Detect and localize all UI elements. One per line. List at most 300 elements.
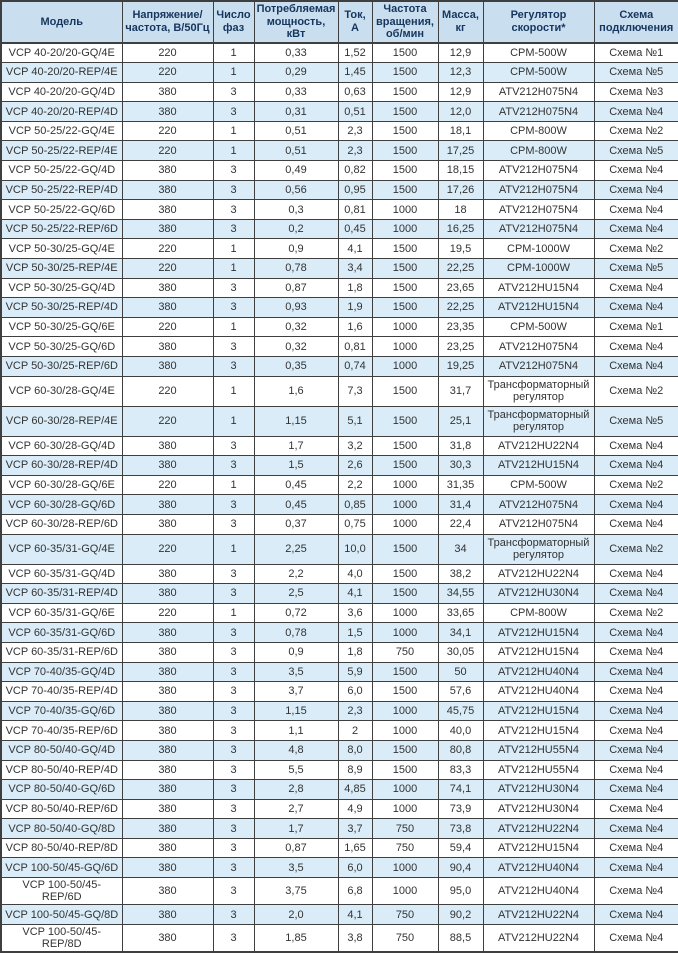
cell-power: 0,87 — [254, 838, 338, 858]
cell-voltage: 380 — [122, 278, 213, 298]
cell-scheme: Схема №2 — [594, 603, 678, 623]
cell-current: 0,85 — [338, 495, 372, 515]
cell-power: 1,85 — [254, 924, 338, 952]
cell-rpm: 1000 — [372, 603, 438, 623]
cell-scheme: Схема №4 — [594, 780, 678, 800]
cell-voltage: 380 — [122, 584, 213, 604]
cell-mass: 12,0 — [438, 102, 483, 122]
table-row — [1, 436, 678, 456]
cell-regulator: ATV212HU55N4 — [483, 740, 594, 760]
table-row — [1, 819, 678, 839]
cell-regulator: CPM-1000W — [483, 259, 594, 279]
cell-mass: 59,4 — [438, 838, 483, 858]
cell-phases: 3 — [213, 760, 254, 780]
cell-mass: 23,25 — [438, 337, 483, 357]
cell-mass: 31,4 — [438, 495, 483, 515]
cell-phases: 1 — [213, 63, 254, 83]
cell-phases: 3 — [213, 799, 254, 819]
cell-power: 4,8 — [254, 740, 338, 760]
cell-model: VCP 60-30/28-GQ/6D — [1, 495, 122, 515]
cell-current: 1,5 — [338, 623, 372, 643]
cell-mass: 74,1 — [438, 780, 483, 800]
cell-scheme: Схема №4 — [594, 219, 678, 239]
cell-power: 0,32 — [254, 317, 338, 337]
cell-phases: 3 — [213, 564, 254, 584]
cell-mass: 25,1 — [438, 406, 483, 436]
cell-voltage: 220 — [122, 239, 213, 259]
cell-current: 6,8 — [338, 878, 372, 905]
cell-regulator: ATV212H075N4 — [483, 337, 594, 357]
cell-phases: 1 — [213, 475, 254, 495]
cell-rpm: 1500 — [372, 456, 438, 476]
cell-phases: 3 — [213, 721, 254, 741]
table-row — [1, 376, 678, 406]
cell-power: 0,51 — [254, 121, 338, 141]
cell-phases: 3 — [213, 456, 254, 476]
table-row — [1, 534, 678, 564]
cell-voltage: 220 — [122, 603, 213, 623]
cell-power: 0,51 — [254, 141, 338, 161]
cell-current: 10,0 — [338, 534, 372, 564]
cell-regulator: ATV212H075N4 — [483, 102, 594, 122]
table-header — [1, 1, 678, 43]
cell-voltage: 220 — [122, 317, 213, 337]
cell-regulator: ATV212HU30N4 — [483, 780, 594, 800]
cell-current: 3,8 — [338, 924, 372, 952]
cell-voltage: 380 — [122, 102, 213, 122]
table-row — [1, 701, 678, 721]
cell-current: 1,6 — [338, 317, 372, 337]
cell-current: 6,0 — [338, 858, 372, 878]
cell-mass: 88,5 — [438, 924, 483, 952]
cell-phases: 1 — [213, 141, 254, 161]
cell-scheme: Схема №2 — [594, 475, 678, 495]
cell-power: 0,49 — [254, 161, 338, 181]
cell-rpm: 1500 — [372, 534, 438, 564]
cell-phases: 3 — [213, 357, 254, 377]
cell-rpm: 750 — [372, 905, 438, 925]
cell-regulator: ATV212HU40N4 — [483, 878, 594, 905]
cell-current: 3,6 — [338, 603, 372, 623]
cell-model: VCP 50-25/22-GQ/6D — [1, 200, 122, 220]
cell-rpm: 1500 — [372, 376, 438, 406]
cell-phases: 1 — [213, 259, 254, 279]
cell-rpm: 1500 — [372, 259, 438, 279]
cell-model: VCP 60-35/31-GQ/4E — [1, 534, 122, 564]
cell-model: VCP 50-25/22-GQ/4E — [1, 121, 122, 141]
cell-phases: 1 — [213, 534, 254, 564]
cell-voltage: 380 — [122, 760, 213, 780]
cell-voltage: 220 — [122, 43, 213, 63]
cell-phases: 3 — [213, 102, 254, 122]
cell-phases: 3 — [213, 436, 254, 456]
cell-power: 2,8 — [254, 780, 338, 800]
cell-power: 0,2 — [254, 219, 338, 239]
cell-scheme: Схема №4 — [594, 878, 678, 905]
cell-mass: 16,25 — [438, 219, 483, 239]
cell-model: VCP 60-35/31-GQ/4D — [1, 564, 122, 584]
table-row — [1, 298, 678, 318]
cell-scheme: Схема №4 — [594, 740, 678, 760]
cell-scheme: Схема №4 — [594, 357, 678, 377]
cell-model: VCP 50-30/25-GQ/6E — [1, 317, 122, 337]
cell-model: VCP 60-30/28-REP/4E — [1, 406, 122, 436]
cell-voltage: 380 — [122, 662, 213, 682]
cell-phases: 3 — [213, 584, 254, 604]
cell-rpm: 1500 — [372, 740, 438, 760]
cell-phases: 3 — [213, 905, 254, 925]
cell-model: VCP 50-30/25-REP/4D — [1, 298, 122, 318]
table-row — [1, 121, 678, 141]
cell-phases: 3 — [213, 858, 254, 878]
cell-regulator: ATV212HU15N4 — [483, 278, 594, 298]
cell-power: 0,93 — [254, 298, 338, 318]
cell-scheme: Схема №3 — [594, 82, 678, 102]
cell-rpm: 1500 — [372, 298, 438, 318]
cell-rpm: 1500 — [372, 102, 438, 122]
cell-mass: 12,9 — [438, 82, 483, 102]
table-body — [1, 43, 678, 952]
cell-model: VCP 60-35/31-REP/6D — [1, 642, 122, 662]
table-row — [1, 141, 678, 161]
cell-regulator: ATV212HU15N4 — [483, 623, 594, 643]
cell-scheme: Схема №4 — [594, 721, 678, 741]
cell-scheme: Схема №2 — [594, 121, 678, 141]
cell-model: VCP 60-30/28-REP/4D — [1, 456, 122, 476]
cell-phases: 3 — [213, 642, 254, 662]
cell-rpm: 1500 — [372, 43, 438, 63]
table-row — [1, 858, 678, 878]
cell-power: 0,9 — [254, 239, 338, 259]
cell-mass: 80,8 — [438, 740, 483, 760]
cell-current: 0,45 — [338, 219, 372, 239]
cell-current: 4,85 — [338, 780, 372, 800]
cell-scheme: Схема №4 — [594, 298, 678, 318]
cell-voltage: 380 — [122, 337, 213, 357]
cell-scheme: Схема №1 — [594, 43, 678, 63]
cell-phases: 3 — [213, 838, 254, 858]
cell-current: 0,81 — [338, 337, 372, 357]
cell-power: 2,25 — [254, 534, 338, 564]
cell-regulator: ATV212HU40N4 — [483, 682, 594, 702]
cell-model: VCP 50-30/25-GQ/6D — [1, 337, 122, 357]
cell-rpm: 1000 — [372, 495, 438, 515]
cell-regulator: Трансформаторный регулятор — [483, 406, 594, 436]
table-row — [1, 219, 678, 239]
table-row — [1, 317, 678, 337]
cell-rpm: 1000 — [372, 219, 438, 239]
column-header-phases: Число фаз — [213, 1, 254, 43]
cell-current: 0,75 — [338, 514, 372, 534]
cell-voltage: 380 — [122, 682, 213, 702]
cell-power: 0,29 — [254, 63, 338, 83]
cell-voltage: 380 — [122, 819, 213, 839]
cell-regulator: ATV212HU15N4 — [483, 298, 594, 318]
cell-voltage: 220 — [122, 121, 213, 141]
cell-regulator: ATV212HU15N4 — [483, 838, 594, 858]
cell-voltage: 380 — [122, 436, 213, 456]
cell-rpm: 1500 — [372, 564, 438, 584]
cell-mass: 12,3 — [438, 63, 483, 83]
cell-regulator: ATV212H075N4 — [483, 514, 594, 534]
cell-power: 1,7 — [254, 436, 338, 456]
cell-regulator: ATV212H075N4 — [483, 82, 594, 102]
cell-power: 0,87 — [254, 278, 338, 298]
cell-rpm: 1000 — [372, 337, 438, 357]
cell-power: 0,31 — [254, 102, 338, 122]
table-row — [1, 43, 678, 63]
cell-scheme: Схема №4 — [594, 701, 678, 721]
cell-rpm: 1000 — [372, 858, 438, 878]
cell-phases: 3 — [213, 623, 254, 643]
cell-power: 0,78 — [254, 259, 338, 279]
cell-mass: 19,5 — [438, 239, 483, 259]
cell-mass: 33,65 — [438, 603, 483, 623]
cell-mass: 30,05 — [438, 642, 483, 662]
cell-regulator: ATV212HU22N4 — [483, 924, 594, 952]
cell-voltage: 220 — [122, 406, 213, 436]
cell-model: VCP 70-40/35-REP/6D — [1, 721, 122, 741]
table-row — [1, 495, 678, 515]
cell-current: 0,63 — [338, 82, 372, 102]
cell-power: 0,37 — [254, 514, 338, 534]
cell-voltage: 220 — [122, 376, 213, 406]
cell-rpm: 1500 — [372, 63, 438, 83]
cell-phases: 1 — [213, 121, 254, 141]
cell-phases: 3 — [213, 819, 254, 839]
cell-model: VCP 50-30/25-GQ/4E — [1, 239, 122, 259]
cell-regulator: ATV212HU22N4 — [483, 819, 594, 839]
cell-scheme: Схема №4 — [594, 584, 678, 604]
cell-rpm: 1500 — [372, 662, 438, 682]
cell-voltage: 380 — [122, 357, 213, 377]
cell-voltage: 380 — [122, 200, 213, 220]
cell-scheme: Схема №4 — [594, 819, 678, 839]
cell-rpm: 1500 — [372, 584, 438, 604]
cell-regulator: CPM-500W — [483, 317, 594, 337]
cell-model: VCP 60-30/28-REP/6D — [1, 514, 122, 534]
cell-current: 0,95 — [338, 180, 372, 200]
cell-mass: 30,3 — [438, 456, 483, 476]
cell-mass: 31,8 — [438, 436, 483, 456]
cell-scheme: Схема №5 — [594, 406, 678, 436]
cell-rpm: 1000 — [372, 701, 438, 721]
cell-voltage: 380 — [122, 219, 213, 239]
cell-power: 2,2 — [254, 564, 338, 584]
cell-model: VCP 50-25/22-REP/4D — [1, 180, 122, 200]
column-header-current: Ток, А — [338, 1, 372, 43]
table-row — [1, 475, 678, 495]
cell-scheme: Схема №4 — [594, 436, 678, 456]
table-row — [1, 514, 678, 534]
cell-phases: 3 — [213, 924, 254, 952]
cell-power: 1,5 — [254, 456, 338, 476]
cell-current: 1,52 — [338, 43, 372, 63]
cell-phases: 3 — [213, 200, 254, 220]
cell-phases: 1 — [213, 406, 254, 436]
cell-voltage: 380 — [122, 701, 213, 721]
cell-mass: 34,1 — [438, 623, 483, 643]
cell-scheme: Схема №5 — [594, 141, 678, 161]
cell-mass: 12,9 — [438, 43, 483, 63]
cell-power: 0,35 — [254, 357, 338, 377]
cell-current: 2,2 — [338, 475, 372, 495]
table-row — [1, 780, 678, 800]
cell-scheme: Схема №4 — [594, 514, 678, 534]
cell-phases: 3 — [213, 495, 254, 515]
cell-power: 0,45 — [254, 475, 338, 495]
cell-model: VCP 70-40/35-REP/4D — [1, 682, 122, 702]
table-row — [1, 278, 678, 298]
column-header-mass: Масса, кг — [438, 1, 483, 43]
cell-voltage: 380 — [122, 623, 213, 643]
cell-current: 4,1 — [338, 905, 372, 925]
cell-model: VCP 70-40/35-GQ/6D — [1, 701, 122, 721]
cell-rpm: 1000 — [372, 357, 438, 377]
cell-power: 0,78 — [254, 623, 338, 643]
cell-power: 3,5 — [254, 858, 338, 878]
cell-current: 3,7 — [338, 819, 372, 839]
cell-rpm: 750 — [372, 838, 438, 858]
cell-phases: 1 — [213, 317, 254, 337]
cell-model: VCP 100-50/45-GQ/8D — [1, 905, 122, 925]
cell-regulator: CPM-500W — [483, 43, 594, 63]
cell-rpm: 1500 — [372, 121, 438, 141]
cell-power: 0,33 — [254, 82, 338, 102]
cell-power: 3,7 — [254, 682, 338, 702]
cell-phases: 3 — [213, 337, 254, 357]
cell-phases: 3 — [213, 161, 254, 181]
table-row — [1, 760, 678, 780]
cell-rpm: 1000 — [372, 514, 438, 534]
cell-phases: 1 — [213, 43, 254, 63]
cell-regulator: CPM-800W — [483, 141, 594, 161]
cell-rpm: 1000 — [372, 721, 438, 741]
cell-scheme: Схема №4 — [594, 102, 678, 122]
cell-current: 1,8 — [338, 278, 372, 298]
cell-scheme: Схема №4 — [594, 799, 678, 819]
cell-mass: 22,25 — [438, 298, 483, 318]
cell-regulator: ATV212H075N4 — [483, 161, 594, 181]
cell-mass: 50 — [438, 662, 483, 682]
cell-current: 7,3 — [338, 376, 372, 406]
table-row — [1, 721, 678, 741]
cell-power: 0,45 — [254, 495, 338, 515]
cell-voltage: 380 — [122, 924, 213, 952]
cell-voltage: 380 — [122, 456, 213, 476]
cell-phases: 1 — [213, 603, 254, 623]
cell-scheme: Схема №4 — [594, 495, 678, 515]
cell-voltage: 380 — [122, 495, 213, 515]
cell-phases: 3 — [213, 740, 254, 760]
cell-regulator: ATV212HU22N4 — [483, 436, 594, 456]
table-row — [1, 161, 678, 181]
cell-current: 1,65 — [338, 838, 372, 858]
cell-regulator: ATV212HU15N4 — [483, 721, 594, 741]
cell-regulator: CPM-1000W — [483, 239, 594, 259]
cell-rpm: 750 — [372, 924, 438, 952]
cell-rpm: 1000 — [372, 623, 438, 643]
table-row — [1, 180, 678, 200]
column-header-regulator: Регулятор скорости* — [483, 1, 594, 43]
cell-power: 1,15 — [254, 406, 338, 436]
table-row — [1, 924, 678, 952]
cell-power: 1,1 — [254, 721, 338, 741]
cell-regulator: ATV212H075N4 — [483, 219, 594, 239]
cell-power: 1,7 — [254, 819, 338, 839]
cell-voltage: 380 — [122, 780, 213, 800]
cell-regulator: Трансформаторный регулятор — [483, 376, 594, 406]
cell-power: 0,3 — [254, 200, 338, 220]
cell-power: 0,33 — [254, 43, 338, 63]
cell-power: 1,6 — [254, 376, 338, 406]
cell-power: 2,0 — [254, 905, 338, 925]
column-header-model: Модель — [1, 1, 122, 43]
table-row — [1, 239, 678, 259]
cell-voltage: 380 — [122, 161, 213, 181]
cell-phases: 1 — [213, 376, 254, 406]
cell-phases: 3 — [213, 682, 254, 702]
cell-model: VCP 80-50/40-GQ/8D — [1, 819, 122, 839]
cell-mass: 18,1 — [438, 121, 483, 141]
cell-model: VCP 40-20/20-REP/4D — [1, 102, 122, 122]
cell-scheme: Схема №5 — [594, 259, 678, 279]
cell-power: 2,7 — [254, 799, 338, 819]
cell-voltage: 380 — [122, 858, 213, 878]
cell-mass: 73,9 — [438, 799, 483, 819]
cell-current: 6,0 — [338, 682, 372, 702]
cell-rpm: 1000 — [372, 475, 438, 495]
cell-mass: 22,4 — [438, 514, 483, 534]
cell-mass: 17,26 — [438, 180, 483, 200]
cell-current: 2 — [338, 721, 372, 741]
cell-rpm: 1000 — [372, 317, 438, 337]
cell-rpm: 1500 — [372, 278, 438, 298]
table-row — [1, 564, 678, 584]
cell-regulator: Трансформаторный регулятор — [483, 534, 594, 564]
table-row — [1, 584, 678, 604]
cell-current: 2,6 — [338, 456, 372, 476]
cell-power: 3,5 — [254, 662, 338, 682]
cell-rpm: 1500 — [372, 82, 438, 102]
cell-power: 5,5 — [254, 760, 338, 780]
cell-scheme: Схема №1 — [594, 317, 678, 337]
cell-regulator: ATV212HU30N4 — [483, 799, 594, 819]
cell-current: 5,9 — [338, 662, 372, 682]
cell-current: 2,3 — [338, 701, 372, 721]
cell-regulator: ATV212HU22N4 — [483, 905, 594, 925]
cell-voltage: 380 — [122, 514, 213, 534]
cell-model: VCP 60-30/28-GQ/4D — [1, 436, 122, 456]
cell-model: VCP 50-30/25-REP/4E — [1, 259, 122, 279]
cell-power: 3,75 — [254, 878, 338, 905]
cell-power: 0,32 — [254, 337, 338, 357]
cell-model: VCP 50-30/25-REP/6D — [1, 357, 122, 377]
cell-power: 0,72 — [254, 603, 338, 623]
cell-model: VCP 60-30/28-GQ/6E — [1, 475, 122, 495]
cell-current: 4,9 — [338, 799, 372, 819]
cell-phases: 3 — [213, 278, 254, 298]
cell-regulator: ATV212HU22N4 — [483, 564, 594, 584]
cell-mass: 57,6 — [438, 682, 483, 702]
cell-model: VCP 40-20/20-GQ/4D — [1, 82, 122, 102]
cell-regulator: CPM-800W — [483, 603, 594, 623]
cell-regulator: CPM-500W — [483, 63, 594, 83]
cell-current: 4,1 — [338, 584, 372, 604]
cell-regulator: CPM-800W — [483, 121, 594, 141]
cell-voltage: 380 — [122, 740, 213, 760]
cell-mass: 17,25 — [438, 141, 483, 161]
